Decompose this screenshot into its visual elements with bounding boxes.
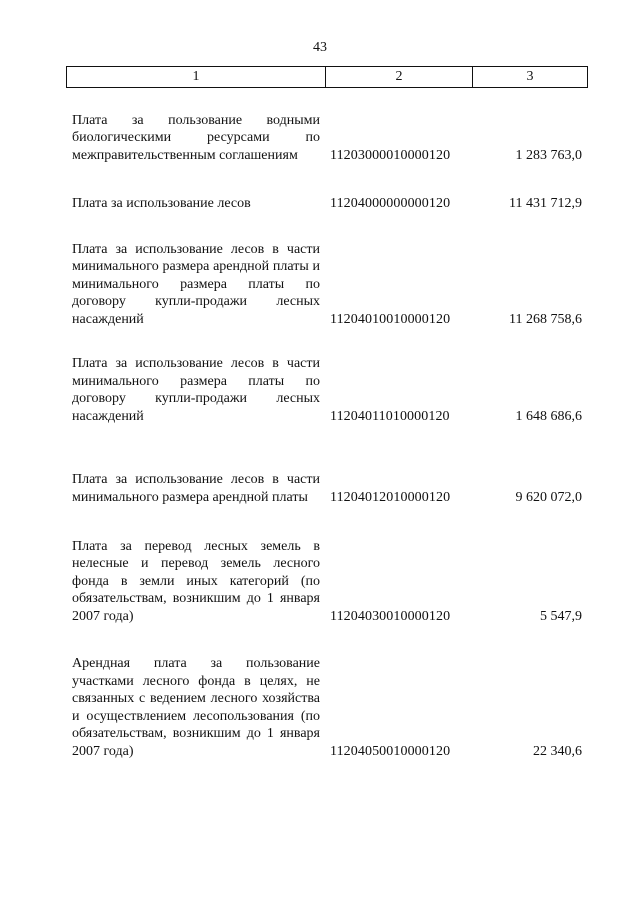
row-name: Плата за использование лесов в части минимального размера арендной платы и минимального размера платы по договору купли-продажи лесных насаждений [72, 241, 320, 327]
row-amount: 9 620 072,0 [515, 489, 582, 505]
row-amount: 1 648 686,6 [515, 408, 582, 424]
page-number: 43 [313, 40, 327, 55]
table-row [72, 239, 582, 328]
row-name: Плата за использование лесов [72, 195, 251, 211]
column-header-2: 2 [326, 67, 473, 88]
table-row [72, 656, 582, 760]
row-code: 11204011010000120 [330, 408, 450, 424]
row-code: 11204000000000120 [330, 195, 451, 211]
column-header-3: 3 [473, 67, 588, 88]
row-code: 11203000010000120 [330, 147, 451, 163]
row-name: Плата за перевод лесных земель в нелесные и перевод земель лесного фонда в земли иных категорий (по обязательствам, возникшим до 1 января 2007 года) [72, 538, 320, 624]
table-row [72, 538, 582, 625]
row-name: Арендная плата за пользование участками лесного фонда в целях, не связанных с ведением лесного хозяйства и осуществлением лесопользования (по обязательствам, возникшим до 1 января 2007 года) [72, 656, 320, 759]
column-header-1: 1 [67, 67, 326, 88]
row-amount: 1 283 763,0 [515, 147, 582, 163]
column-header-table [66, 66, 588, 88]
row-name: Плата за пользование водными биологическими ресурсами по межправительственным соглашениям [72, 112, 320, 163]
table-row [72, 355, 582, 425]
row-amount: 5 547,9 [540, 608, 582, 624]
table-row [72, 194, 582, 212]
table-row [72, 111, 582, 164]
row-code: 11204050010000120 [330, 743, 451, 759]
row-name: Плата за использование лесов в части минимального размера платы по договору купли-продажи лесных насаждений [72, 356, 320, 424]
row-name: Плата за использование лесов в части минимального размера арендной платы [72, 472, 320, 505]
row-code: 11204030010000120 [330, 608, 451, 624]
row-amount: 11 268 758,6 [509, 311, 582, 327]
row-amount: 22 340,6 [533, 743, 582, 759]
table-row [72, 453, 582, 506]
row-code: 11204010010000120 [330, 311, 451, 327]
column-header-row [67, 67, 588, 88]
row-amount: 11 431 712,9 [509, 195, 582, 211]
row-code: 11204012010000120 [330, 489, 451, 505]
